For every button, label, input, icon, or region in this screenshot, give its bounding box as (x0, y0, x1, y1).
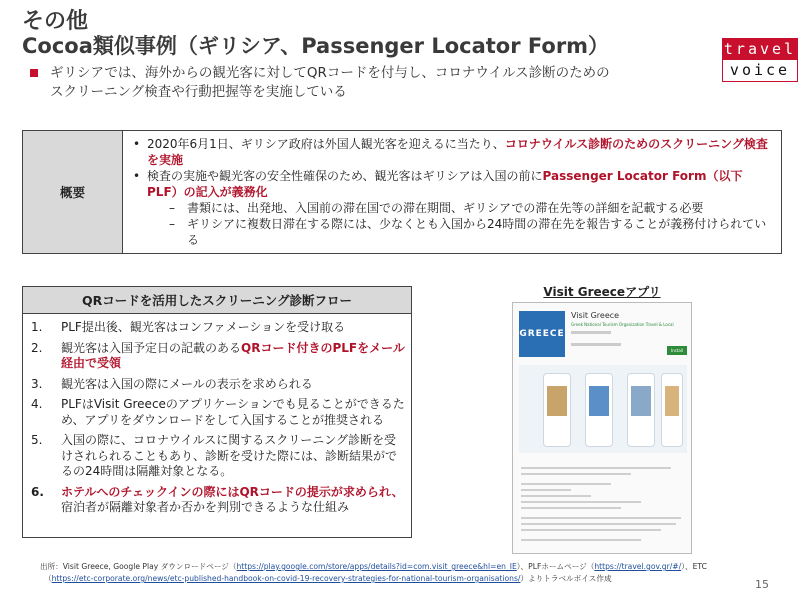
app-meta-bar (571, 343, 621, 346)
desc-line (521, 501, 641, 503)
desc-line (521, 529, 661, 531)
install-button[interactable]: Install (667, 346, 687, 355)
dash-bullet-icon: – (169, 201, 175, 215)
bullet-dot-icon: • (133, 169, 141, 183)
source-text: ）、ETC (681, 562, 707, 571)
desc-line (521, 483, 611, 485)
summary-box (22, 130, 782, 254)
phone-screen-image (547, 386, 567, 416)
page-title-category: その他 (22, 9, 89, 34)
phone-screenshot (627, 373, 655, 447)
phone-screen-image (589, 386, 609, 416)
phone-screenshot (543, 373, 571, 447)
desc-line (521, 539, 641, 541)
source-link-etc[interactable]: https://etc-corporate.org/news/etc-published-handbook-on-covid-19-recovery-strategies-for-national-tourism-organisations/ (51, 574, 521, 583)
phone-screen-image (631, 386, 651, 416)
step-number: 1. (31, 320, 43, 334)
summary-bullet-2 (133, 168, 771, 200)
step-number: 6. (31, 484, 44, 499)
app-icon: GREECE (519, 311, 565, 357)
source-note (40, 561, 740, 585)
source-link-plf[interactable]: https://travel.gov.gr/#/ (594, 562, 682, 571)
source-link-google-play[interactable]: https://play.google.com/store/apps/details?id=com.visit_greece&hl=en_IE (236, 562, 517, 571)
app-name: Visit Greece (571, 311, 620, 320)
step-text: 観光客は入国予定日の記載のある (61, 340, 242, 355)
intro-bullet (30, 64, 710, 102)
square-bullet-icon (30, 69, 38, 77)
phone-screenshot (585, 373, 613, 447)
summary-b1-text: 2020年6月1日、ギリシア政府は外国人観光客を迎えるに当たり、 (147, 137, 505, 151)
desc-line (521, 523, 676, 525)
desc-line (521, 467, 671, 469)
summary-b2-highlight: Passenger Locator Form（以下PLF）の記入が義務化 (147, 169, 743, 199)
intro-line-2: スクリーニング検査や行動把握等を実施している (50, 84, 347, 100)
travel-voice-logo (722, 38, 798, 82)
summary-label: 概要 (23, 131, 123, 253)
logo-bottom-text: voice (722, 60, 798, 82)
flow-step (31, 397, 405, 428)
summary-body (123, 131, 781, 253)
page-number: 15 (755, 578, 769, 591)
app-developer: Greek National Tourism Organization Travel & Local (571, 322, 674, 327)
flow-step (31, 320, 405, 336)
phone-screenshot (661, 373, 683, 447)
step-text: 観光客は入国の際にメールの表示を求められる (61, 376, 313, 391)
summary-b1-highlight: コロナウイルス診断のためのスクリーニング検査を実施 (147, 137, 768, 167)
step-number: 2. (31, 340, 43, 355)
app-meta-bar (571, 331, 611, 334)
flow-step (31, 485, 405, 516)
step-number: 3. (31, 376, 43, 391)
phone-screen-image (665, 386, 679, 416)
desc-line (521, 517, 681, 519)
summary-bullet-1 (133, 136, 771, 168)
bullet-dot-icon: • (133, 137, 141, 151)
summary-b2-text: 検査の実施や観光客の安全性確保のため、観光客はギリシアは入国の前に (147, 169, 543, 183)
desc-line (521, 473, 631, 475)
step-text: PLF提出後、観光客はコンファメーションを受け取る (61, 320, 346, 334)
source-text: （ (44, 574, 52, 583)
summary-subbullet-1 (169, 200, 771, 216)
dash-bullet-icon: – (169, 217, 175, 231)
step-highlight: ホテルへのチェックインの際にはQRコードの提示が求められ、 (61, 484, 404, 499)
flow-list (23, 314, 411, 516)
source-text: 出所：Visit Greece, Google Play ダウンロードページ（ (40, 562, 237, 571)
flow-step (31, 433, 405, 480)
app-store-screenshot (512, 302, 692, 554)
source-text: ）よりトラベルボイス作成 (520, 574, 612, 583)
screening-flow-box (22, 286, 412, 538)
logo-top-text: travel (723, 40, 797, 58)
step-text: PLFはVisit Greeceのアプリケーションでも見ることができるため、アプリをダウンロードをして入国することが推奨される (61, 397, 405, 427)
flow-header: QRコードを活用したスクリーニング診断フロー (23, 287, 411, 314)
step-highlight: QRコード付きのPLFをメール経由で受領 (61, 340, 405, 370)
intro-line-1: ギリシアでは、海外からの観光客に対してQRコードを付与し、コロナウイルス診断のための (50, 65, 610, 81)
summary-sub1-text: 書類には、出発地、入国前の滞在国での滞在期間、ギリシアでの滞在先等の詳細を記載する必要 (187, 201, 704, 215)
summary-sub2-text: ギリシアに複数日滞在する際には、少なくとも入国から24時間の滞在先を報告することが義務付けられている (187, 217, 767, 247)
app-screenshot-caption: Visit Greeceアプリ (543, 285, 661, 299)
desc-line (521, 495, 591, 497)
step-text: 入国の際に、コロナウイルスに関するスクリーニング診断を受けされられることもあり、診断を受けた際には、診断結果がでるの24時間は隔離対象となる。 (61, 433, 398, 478)
source-text: ）、PLFホームページ（ (516, 562, 595, 571)
flow-step (31, 341, 405, 372)
desc-line (521, 507, 621, 509)
summary-subbullet-2 (169, 216, 771, 248)
step-number: 4. (31, 397, 43, 411)
step-number: 5. (31, 433, 43, 447)
page-title: Cocoa類似事例（ギリシア、Passenger Locator Form） (22, 34, 610, 58)
step-text: 宿泊者が隔離対象者か否かを判別できるような仕組み (61, 500, 350, 514)
desc-line (521, 489, 571, 491)
flow-step (31, 377, 405, 393)
